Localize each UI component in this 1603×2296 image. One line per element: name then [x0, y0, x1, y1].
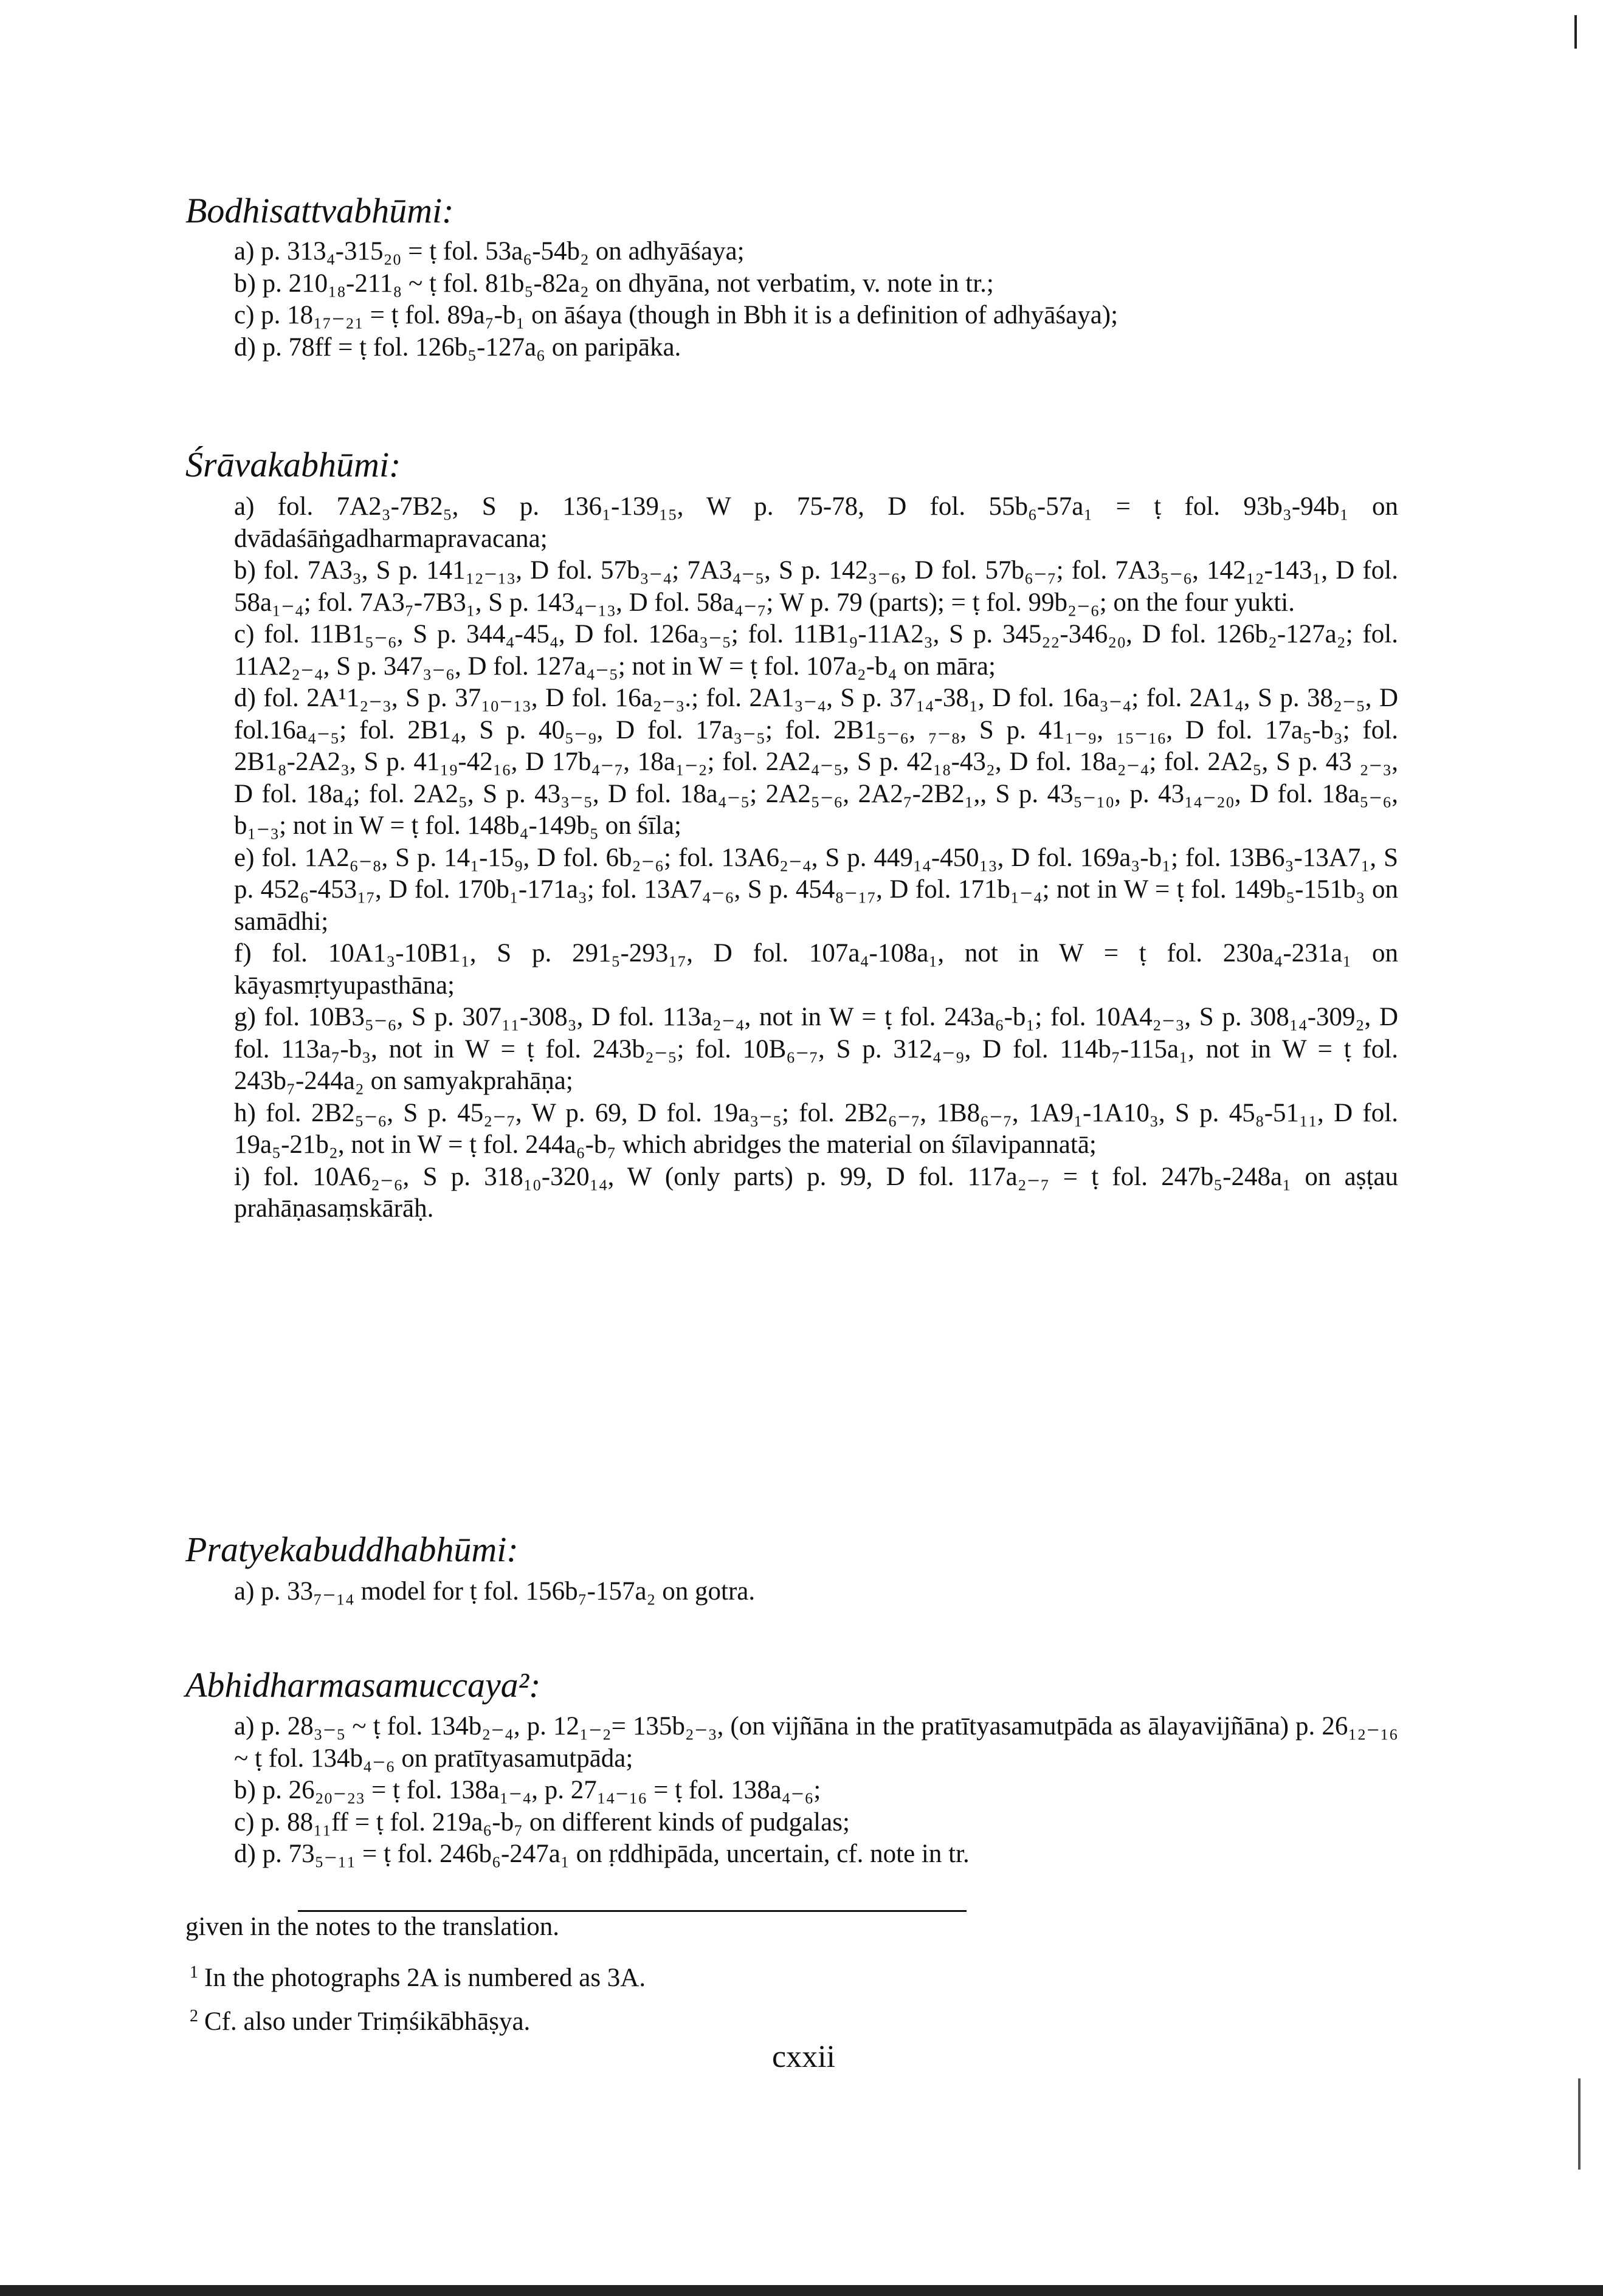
section-title-sravakabhumi: Śrāvakabhūmi: — [185, 445, 401, 484]
scan-bottom-border — [0, 2285, 1603, 2296]
entry-srbh-d: d) fol. 2A¹1₂₋₃, S p. 37₁₀₋₁₃, D fol. 16a₂₋₃.; fol. 2A1₃₋₄, S p. 37₁₄-38₁, D fol. 16a₃₋₄; fol. 2A1₄, S p. 38₂₋₅, D fol.16a₄₋₅; fol. 2B1₄, S p. 40₅₋₉, D fol. 17a₃₋₅; fol. 2B1₅₋₆, ₇₋₈, S p. 41₁₋₉, ₁₅₋₁₆, D fol. 17a₅-b₃; fol. 2B1₈-2A2₃, S p. 41₁₉-42₁₆, D 17b₄₋₇, 18a₁₋₂; fol. 2A2₄₋₅, S p. 42₁₈-43₂, D fol. 18a₂₋₄; fol. 2A2₅, S p. 43 ₂₋₃, D fol. 18a₄; fol. 2A2₅, S p. 43₃₋₅, D fol. 18a₄₋₅; 2A2₅₋₆, 2A2₇-2B2₁,, S p. 43₅₋₁₀, p. 43₁₄₋₂₀, D fol. 18a₅₋₆, b₁₋₃; not in W = ṭ fol. 148b₄-149b₅ on śīla; — [234, 684, 1398, 840]
entry-asc-a: a) p. 28₃₋₅ ~ ṭ fol. 134b₂₋₄, p. 12₁₋₂= 135b₂₋₃, (on vijñāna in the pratītyasamutpāda as ālayavijñāna) p. 26₁₂₋₁₆ ~ ṭ fol. 134b₄₋₆ on pratītyasamutpāda; — [234, 1712, 1398, 1773]
section-body-sravakabhumi — [234, 491, 1398, 1225]
page-number: cxxii — [772, 2040, 835, 2074]
entry-srbh-a: a) fol. 7A2₃-7B2₅, S p. 136₁-139₁₅, W p. 75-78, D fol. 55b₆-57a₁ = ṭ fol. 93b₃-94b₁ on dvādaśāṅgadharmapravacana; — [234, 492, 1398, 553]
entry-bbh-d: d) p. 78ff = ṭ fol. 126b₅-127a₆ on paripāka. — [234, 332, 681, 362]
footnote-2 — [190, 2001, 530, 2038]
footnote-text-2: Cf. also under Triṃśikābhāṣya. — [204, 2007, 531, 2036]
entry-bbh-b: b) p. 210₁₈-211₈ ~ ṭ fol. 81b₅-82a₂ on dhyāna, not verbatim, v. note in tr.; — [234, 269, 994, 298]
section-title-pratyekabuddhabhumi: Pratyekabuddhabhūmi: — [185, 1530, 519, 1569]
entry-bbh-c: c) p. 18₁₇₋₂₁ = ṭ fol. 89a₇-b₁ on āśaya (though in Bbh it is a definition of adhyāśaya); — [234, 301, 1119, 329]
entry-srbh-b: b) fol. 7A3₃, S p. 141₁₂₋₁₃, D fol. 57b₃₋₄; 7A3₄₋₅, S p. 142₃₋₆, D fol. 57b₆₋₇; fol. 7A3₅₋₆, 142₁₂-143₁, D fol. 58a₁₋₄; fol. 7A3₇-7B3₁, S p. 143₄₋₁₃, D fol. 58a₄₋₇; W p. 79 (parts); = ṭ fol. 99b₂₋₆; on the four yukti. — [234, 556, 1398, 617]
entry-asc-d: d) p. 73₅₋₁₁ = ṭ fol. 246b₆-247a₁ on ṛddhipāda, uncertain, cf. note in tr. — [234, 1840, 970, 1868]
entry-srbh-c: c) fol. 11B1₅₋₆, S p. 344₄-45₄, D fol. 126a₃₋₅; fol. 11B1₉-11A2₃, S p. 345₂₂-346₂₀, D fol. 126b₂-127a₂; fol. 11A2₂₋₄, S p. 347₃₋₆, D fol. 127a₄₋₅; not in W = ṭ fol. 107a₂-b₄ on māra; — [234, 620, 1398, 681]
entry-srbh-e: e) fol. 1A2₆₋₈, S p. 14₁-15₉, D fol. 6b₂₋₆; fol. 13A6₂₋₄, S p. 449₁₄-450₁₃, D fol. 169a₃-b₁; fol. 13B6₃-13A7₁, S p. 452₆-453₁₇, D fol. 170b₁-171a₃; fol. 13A7₄₋₆, S p. 454₈₋₁₇, D fol. 171b₁₋₄; not in W = ṭ fol. 149b₅-151b₃ on samādhi; — [234, 843, 1398, 936]
scan-edge-mark-bottom — [1578, 2078, 1581, 2170]
section-body-bodhisattvabhumi — [234, 236, 1398, 363]
entry-srbh-i: i) fol. 10A6₂₋₆, S p. 318₁₀-320₁₄, W (only parts) p. 99, D fol. 117a₂₋₇ = ṭ fol. 247b₅-248a₁ on aṣṭau prahāṇasaṃskārāḥ. — [234, 1162, 1398, 1223]
entry-asc-c: c) p. 88₁₁ff = ṭ fol. 219a₆-b₇ on different kinds of pudgalas; — [234, 1807, 850, 1837]
entry-pbbh-a: a) p. 33₇₋₁₄ model for ṭ fol. 156b₇-157a₂ on gotra. — [234, 1577, 756, 1606]
entry-srbh-g: g) fol. 10B3₅₋₆, S p. 307₁₁-308₃, D fol. 113a₂₋₄, not in W = ṭ fol. 243a₆-b₁; fol. 10A4₂₋₃, S p. 308₁₄-309₂, D fol. 113a₇-b₃, not in W = ṭ fol. 243b₂₋₅; fol. 10B₆₋₇, S p. 312₄₋₉, D fol. 114b₇-115a₁, not in W = ṭ fol. 243b₇-244a₂ on samyakprahāṇa; — [234, 1003, 1398, 1095]
footnote-mark-1: 1 — [190, 1963, 198, 1982]
section-body-abhidharmasamuccaya — [234, 1711, 1398, 1871]
section-body-pratyekabuddhabhumi — [234, 1576, 1398, 1608]
section-title-bodhisattvabhumi: Bodhisattvabhūmi: — [185, 191, 454, 230]
entry-srbh-f: f) fol. 10A1₃-10B1₁, S p. 291₅-293₁₇, D fol. 107a₄-108a₁, not in W = ṭ fol. 230a₄-231a₁ on kāyasmṛtyupasthāna; — [234, 939, 1398, 1000]
scan-edge-mark-top — [1574, 15, 1577, 49]
continuation-text: given in the notes to the translation. — [185, 1913, 560, 1941]
footnote-1 — [190, 1957, 646, 1994]
section-title-abhidharmasamuccaya: Abhidharmasamuccaya²: — [185, 1665, 541, 1705]
footnote-text-1: In the photographs 2A is numbered as 3A. — [204, 1964, 646, 1992]
footnote-mark-2: 2 — [190, 2007, 198, 2026]
entry-asc-b: b) p. 26₂₀₋₂₃ = ṭ fol. 138a₁₋₄, p. 27₁₄₋₁₆ = ṭ fol. 138a₄₋₆; — [234, 1776, 821, 1804]
entry-srbh-h: h) fol. 2B2₅₋₆, S p. 45₂₋₇, W p. 69, D fol. 19a₃₋₅; fol. 2B2₆₋₇, 1B8₆₋₇, 1A9₁-1A10₃, S p. 45₈-51₁₁, D fol. 19a₅-21b₂, not in W = ṭ fol. 244a₆-b₇ which abridges the material on śīlavipannatā; — [234, 1098, 1398, 1159]
entry-bbh-a: a) p. 313₄-315₂₀ = ṭ fol. 53a₆-54b₂ on adhyāśaya; — [234, 237, 745, 266]
